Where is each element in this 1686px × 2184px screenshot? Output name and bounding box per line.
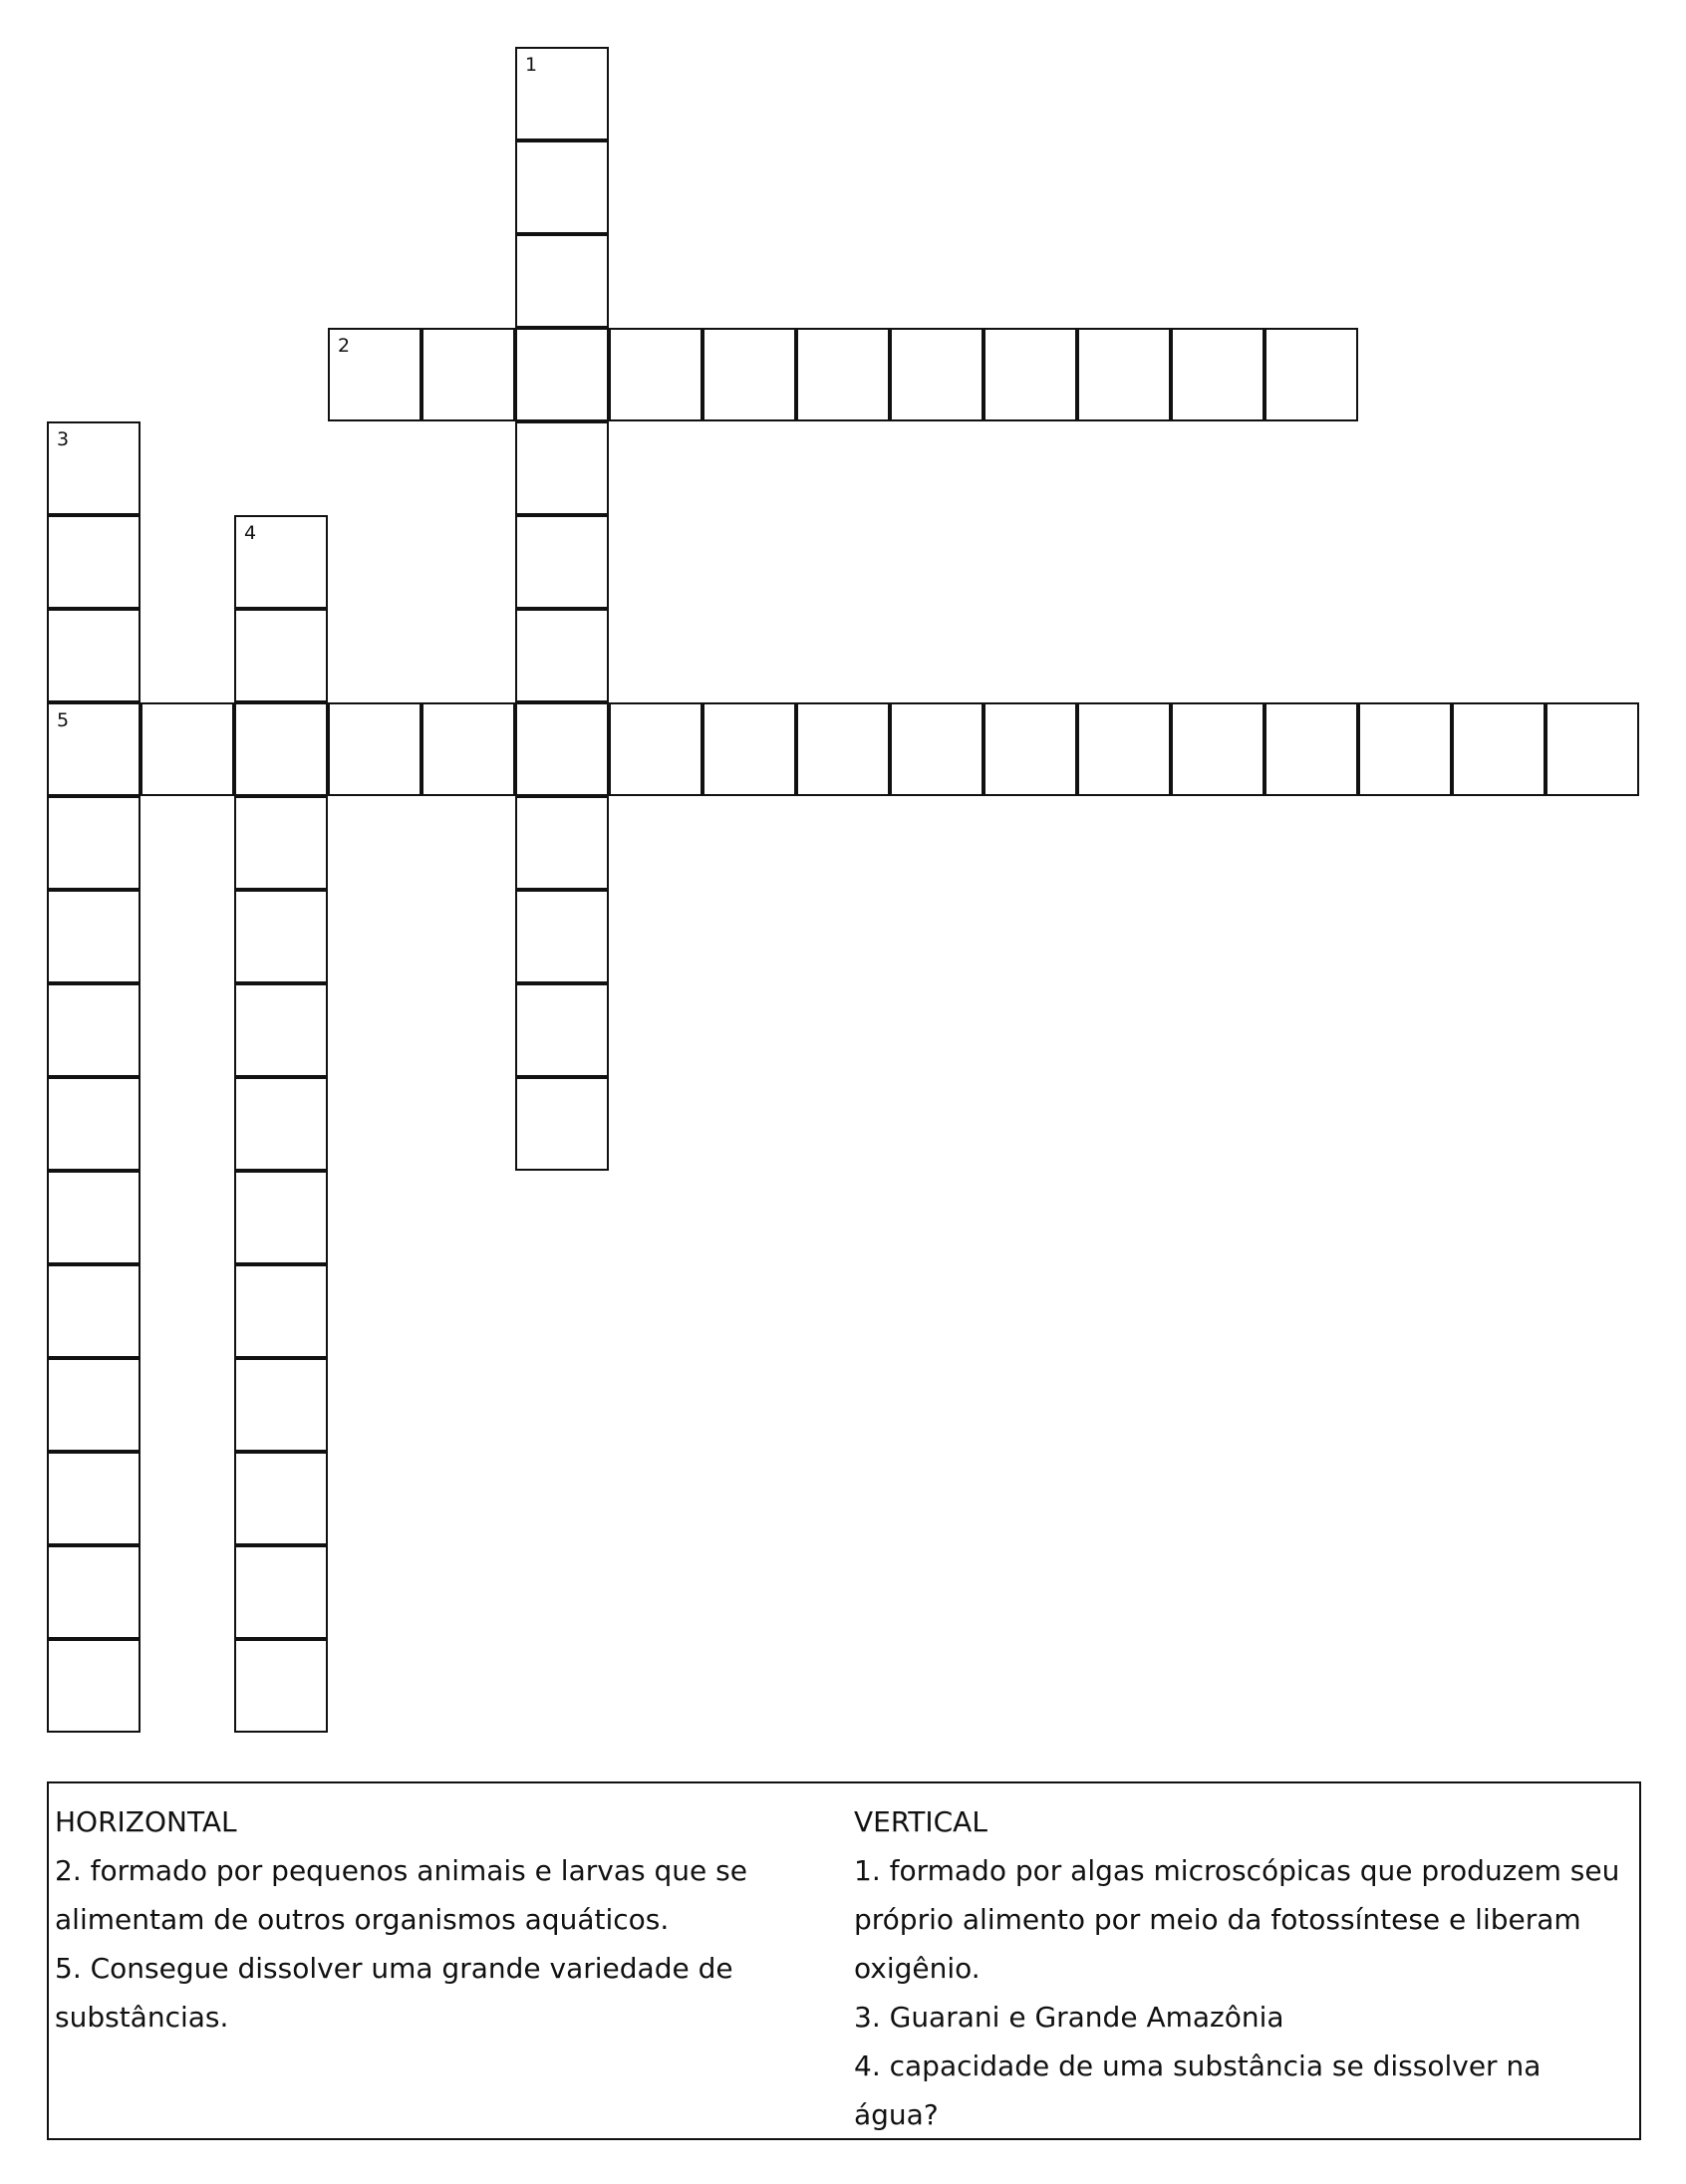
crossword-cell[interactable] — [1452, 702, 1546, 796]
crossword-cell[interactable] — [702, 328, 796, 421]
horizontal-clues — [55, 1797, 822, 2042]
crossword-cell[interactable] — [47, 983, 140, 1077]
crossword-cell[interactable] — [234, 1077, 328, 1171]
crossword-cell[interactable] — [234, 609, 328, 702]
vertical-clues — [854, 1797, 1631, 2139]
crossword-cell[interactable] — [234, 1358, 328, 1452]
clue-number: 5 — [57, 709, 70, 731]
crossword-cell[interactable] — [234, 796, 328, 890]
crossword-cell[interactable] — [234, 702, 328, 796]
crossword-cell[interactable] — [47, 890, 140, 983]
vertical-heading: VERTICAL — [854, 1805, 987, 1838]
crossword-cell[interactable] — [47, 1358, 140, 1452]
crossword-cell[interactable] — [1264, 328, 1358, 421]
clue-number: 1 — [525, 54, 538, 76]
clue-number: 4 — [244, 522, 257, 544]
crossword-cell[interactable] — [515, 421, 609, 515]
crossword-cell[interactable] — [328, 702, 422, 796]
crossword-cell[interactable] — [47, 1545, 140, 1639]
clue-5-across: 5. Consegue dissolver uma grande variedade de substâncias. — [55, 1952, 733, 2034]
crossword-cell[interactable] — [515, 983, 609, 1077]
crossword-cell[interactable] — [234, 983, 328, 1077]
clue-3-down: 3. Guarani e Grande Amazônia — [854, 2001, 1284, 2034]
crossword-cell[interactable] — [234, 1639, 328, 1733]
crossword-cell[interactable] — [609, 328, 702, 421]
crossword-cell[interactable] — [234, 1264, 328, 1358]
crossword-cell[interactable] — [328, 328, 422, 421]
crossword-cell[interactable] — [609, 702, 702, 796]
crossword-cell[interactable] — [515, 328, 609, 421]
crossword-cell[interactable] — [47, 421, 140, 515]
crossword-cell[interactable] — [1546, 702, 1639, 796]
crossword-cell[interactable] — [796, 702, 890, 796]
crossword-cell[interactable] — [515, 234, 609, 328]
crossword-cell[interactable] — [515, 702, 609, 796]
crossword-cell[interactable] — [796, 328, 890, 421]
crossword-cell[interactable] — [1077, 328, 1171, 421]
crossword-cell[interactable] — [515, 1077, 609, 1171]
crossword-cell[interactable] — [47, 1264, 140, 1358]
clue-2-across: 2. formado por pequenos animais e larvas que se alimentam de outros organismos aquáticos. — [55, 1854, 747, 1936]
clue-number: 2 — [338, 335, 351, 357]
crossword-cell[interactable] — [1171, 328, 1264, 421]
crossword-cell[interactable] — [47, 796, 140, 890]
crossword-cell[interactable] — [1171, 702, 1264, 796]
clue-1-down: 1. formado por algas microscópicas que produzem seu próprio alimento por meio da fotossíntese e liberam oxigênio. — [854, 1854, 1620, 1985]
crossword-cell[interactable] — [515, 140, 609, 234]
crossword-cell[interactable] — [234, 1452, 328, 1545]
clue-number: 3 — [57, 428, 70, 450]
crossword-cell[interactable] — [515, 890, 609, 983]
crossword-cell[interactable] — [47, 609, 140, 702]
crossword-cell[interactable] — [234, 515, 328, 609]
crossword-cell[interactable] — [515, 47, 609, 140]
crossword-cell[interactable] — [890, 328, 984, 421]
clue-4-down: 4. capacidade de uma substância se dissolver na água? — [854, 2049, 1542, 2131]
crossword-cell[interactable] — [1077, 702, 1171, 796]
crossword-cell[interactable] — [1358, 702, 1452, 796]
crossword-cell[interactable] — [47, 515, 140, 609]
horizontal-heading: HORIZONTAL — [55, 1805, 237, 1838]
crossword-cell[interactable] — [234, 890, 328, 983]
crossword-cell[interactable] — [47, 1077, 140, 1171]
crossword-cell[interactable] — [1264, 702, 1358, 796]
crossword-cell[interactable] — [234, 1171, 328, 1264]
crossword-cell[interactable] — [47, 1639, 140, 1733]
crossword-cell[interactable] — [47, 702, 140, 796]
crossword-cell[interactable] — [515, 796, 609, 890]
crossword-cell[interactable] — [234, 1545, 328, 1639]
crossword-cell[interactable] — [984, 328, 1077, 421]
crossword-cell[interactable] — [515, 515, 609, 609]
crossword-cell[interactable] — [140, 702, 234, 796]
crossword-cell[interactable] — [47, 1171, 140, 1264]
crossword-cell[interactable] — [984, 702, 1077, 796]
crossword-cell[interactable] — [422, 328, 515, 421]
crossword-cell[interactable] — [47, 1452, 140, 1545]
clues-box — [47, 1781, 1641, 2140]
crossword-cell[interactable] — [515, 609, 609, 702]
crossword-cell[interactable] — [702, 702, 796, 796]
crossword-cell[interactable] — [422, 702, 515, 796]
crossword-cell[interactable] — [890, 702, 984, 796]
